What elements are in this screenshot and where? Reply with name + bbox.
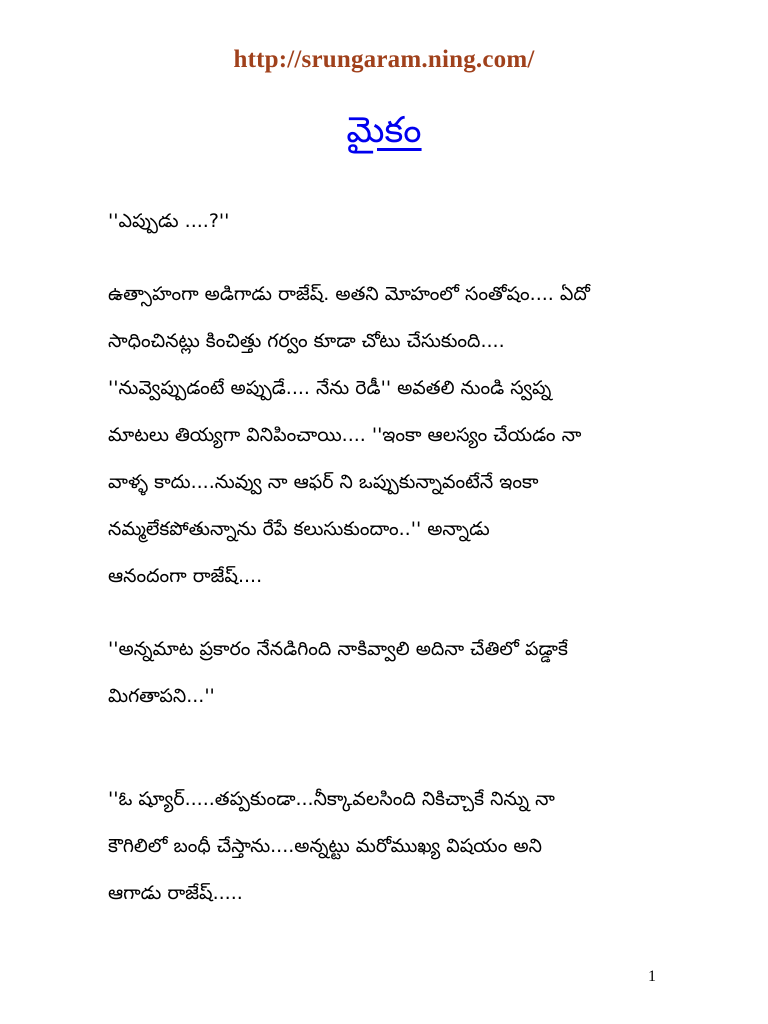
text-line: మాటలు తియ్యగా వినిపించాయి.... ''ఇంకా ఆలస్యం చేయడం నా: [108, 424, 582, 446]
story-title[interactable]: మైకం: [346, 110, 422, 151]
text-line: సాధించినట్లు కించిత్తు గర్వం కూడా చోటు చేసుకుంది....: [108, 330, 505, 352]
text-line: వాళ్ళ కాదు....నువ్వు నా ఆఫర్ ని ఒప్పుకున్నావంటేనే ఇంకా: [108, 471, 539, 493]
text-line: ఆనందంగా రాజేష్....: [108, 565, 263, 587]
text-line: మిగతాపని...'': [108, 685, 215, 707]
text-line: నమ్మలేకపోతున్నాను రేపే కలుసుకుందాం..'' అన్నాడు: [108, 518, 490, 540]
site-url-link[interactable]: http://srungaram.ning.com/: [233, 46, 535, 73]
paragraph-1: [108, 198, 668, 245]
text-line: ఉత్సాహంగా అడిగాడు రాజేష్. అతని మోహంలో సంతోషం.... ఏదో: [108, 283, 590, 305]
paragraph-4: [108, 776, 668, 917]
text-line: ''ఎప్పుడు ....?'': [108, 210, 230, 232]
text-line: ఆగాడు రాజేష్.....: [108, 882, 243, 904]
paragraph-2: [108, 271, 668, 600]
text-line: ''ఓ ష్యూర్.....తప్పకుండా...నీక్కావలసింది నికిచ్చాకే నిన్ను నా: [108, 788, 555, 810]
text-line: ''నువ్వెప్పుడంటే అప్పుడే.... నేను రెడీ'' అవతలి నుండి స్వప్న: [108, 377, 552, 399]
page-number: 1: [648, 968, 656, 985]
text-line: కౌగిలిలో బంధీ చేస్తాను....అన్నట్టు మరోముఖ్య విషయం అని: [108, 835, 542, 857]
paragraph-3: [108, 626, 668, 720]
text-line: ''అన్నమాట ప్రకారం నేనడిగింది నాకివ్వాలి అదినా చేతిలో పడ్డాకే: [108, 638, 568, 660]
story-body: [108, 198, 668, 943]
